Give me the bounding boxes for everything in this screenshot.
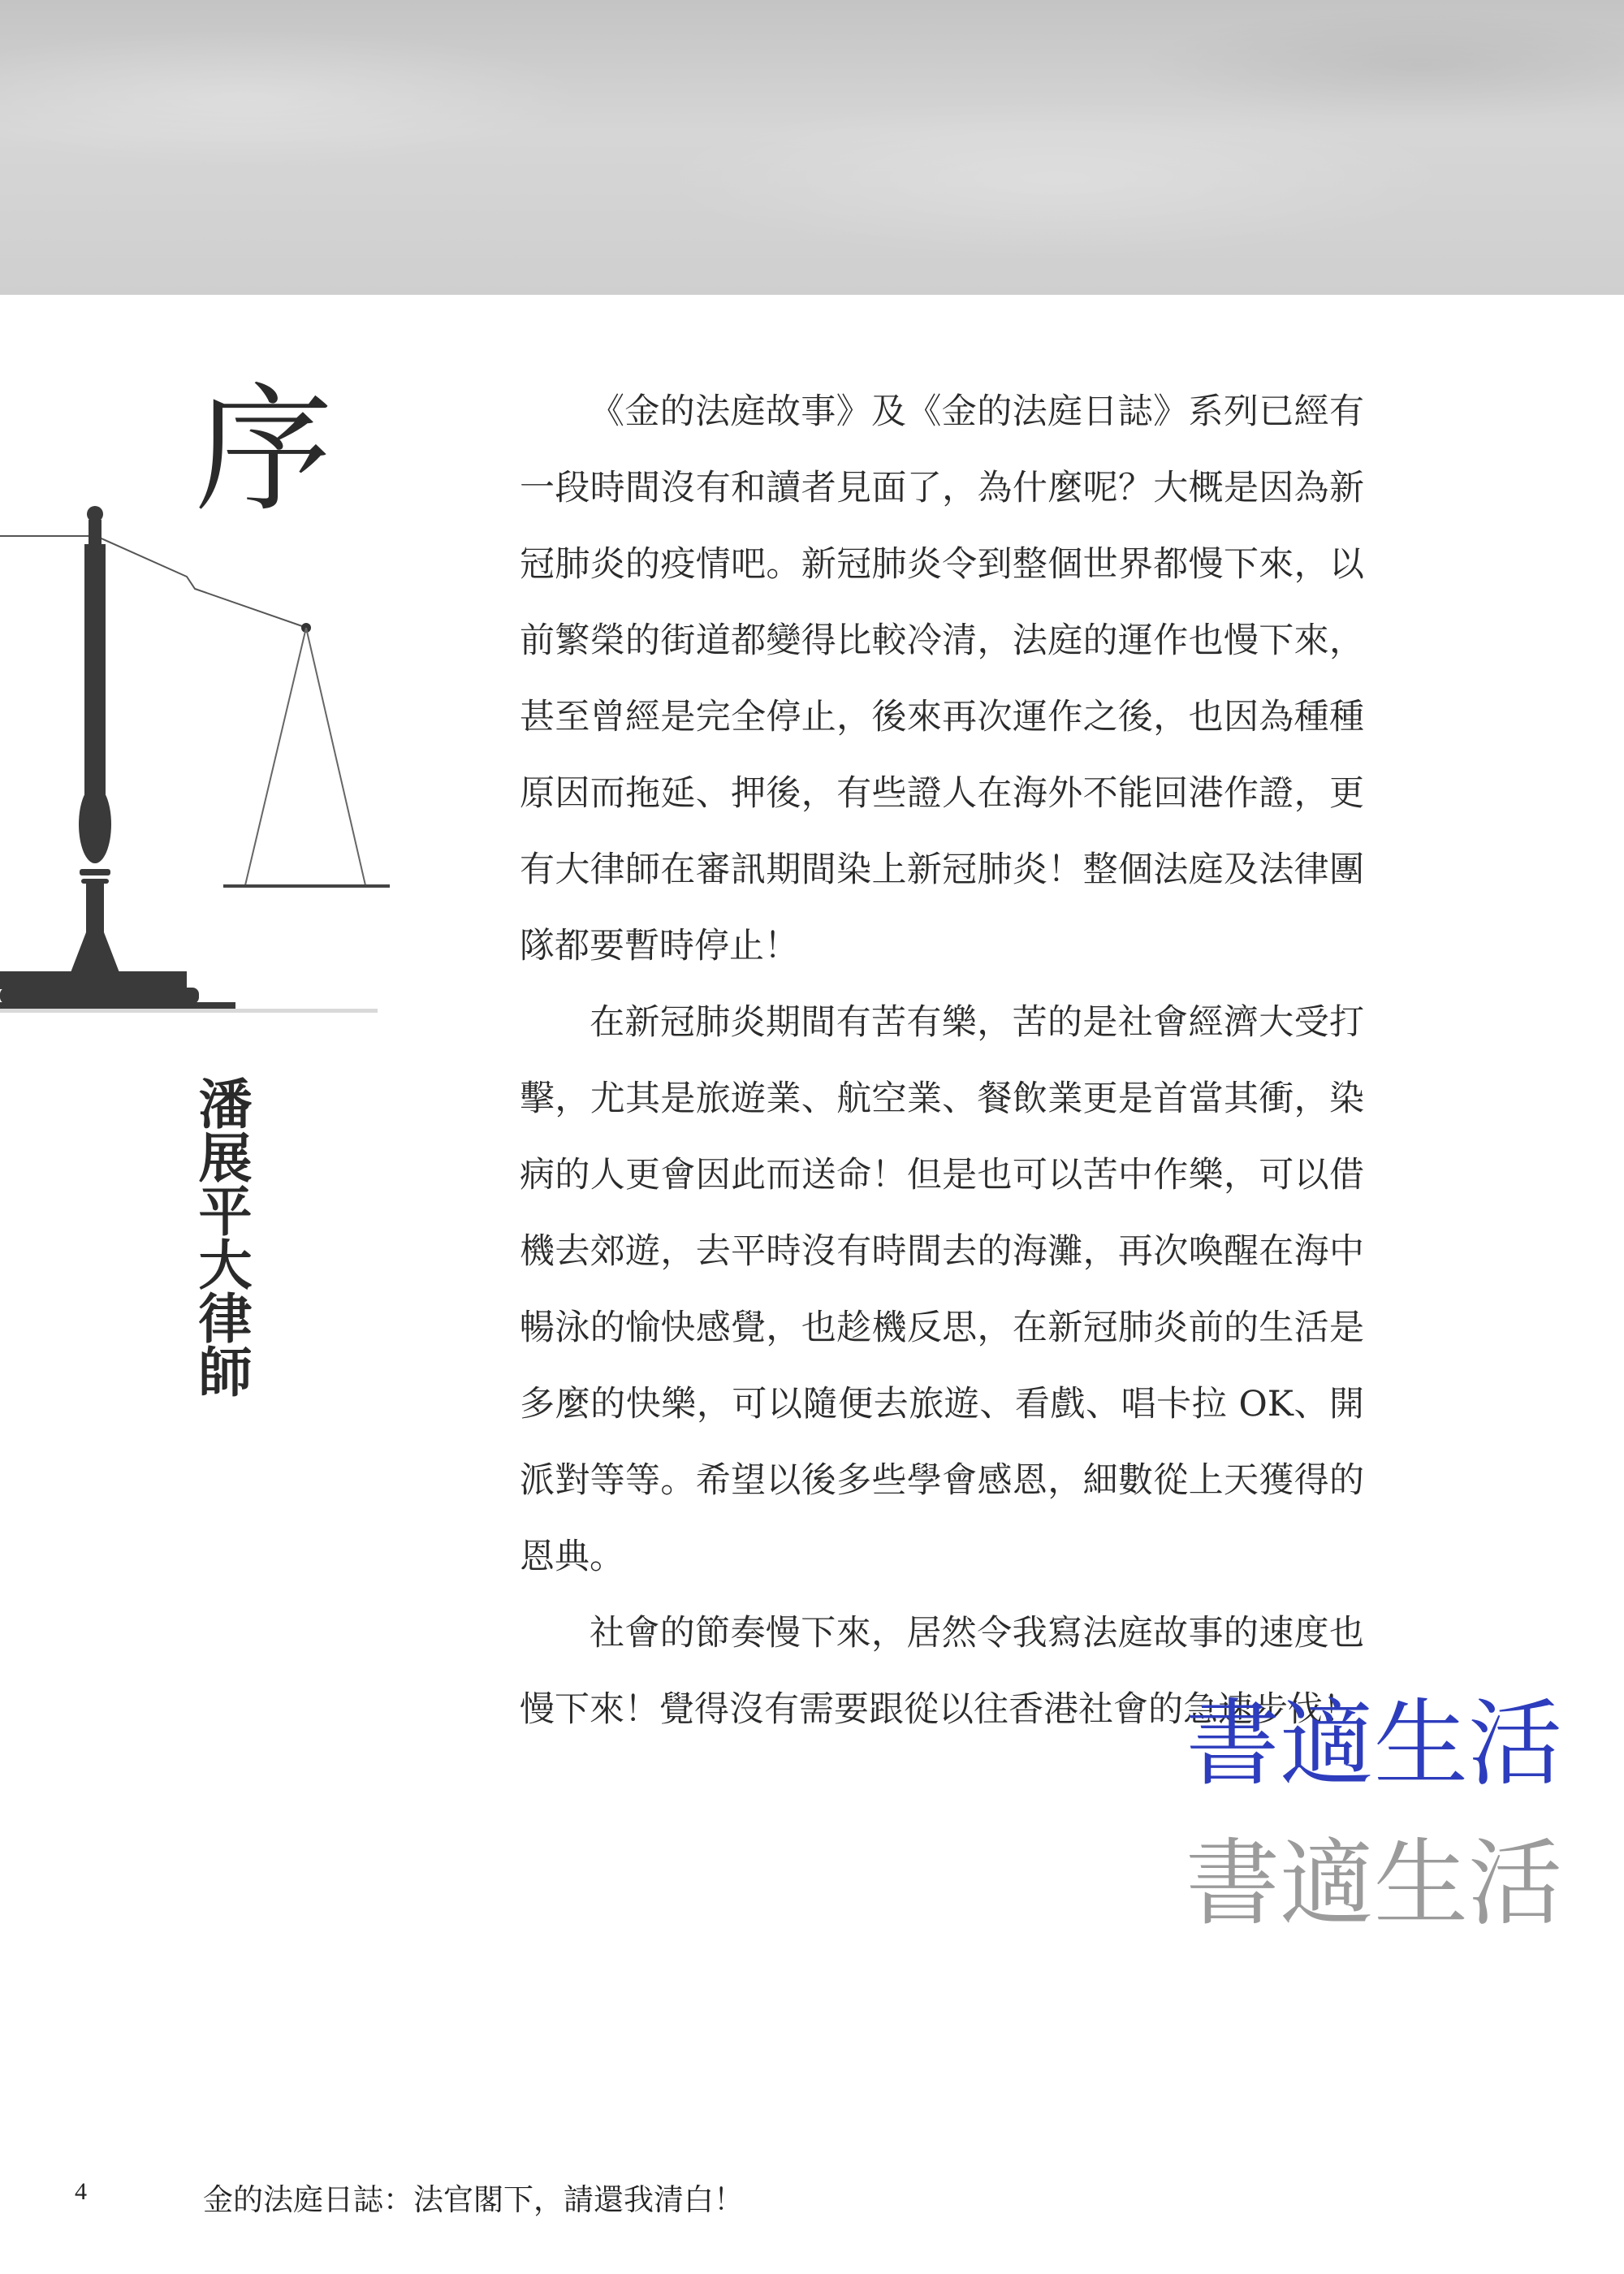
scales-of-justice-icon [0,487,406,1023]
preface-body [520,374,1364,1748]
watermark-primary: 書適生活 [1186,1689,1562,1799]
paragraph-3: 社會的節奏慢下來，居然令我寫法庭故事的速度也慢下來！覺得沒有需要跟從以往香港社會的急速步伐！ [520,1613,1364,1730]
section-title: 序 [195,370,334,531]
header-band [0,0,1624,295]
watermark-secondary: 書適生活 [1186,1829,1562,1939]
page-number: 4 [75,2178,87,2205]
header-texture [0,0,1624,295]
footer-book-title: 金的法庭日誌：法官閣下，請還我清白！ [203,2182,744,2217]
paragraph-1: 《金的法庭故事》及《金的法庭日誌》系列已經有一段時間沒有和讀者見面了，為什麼呢？大概是因為新冠肺炎的疫情吧。新冠肺炎令到整個世界都慢下來，以前繁榮的街道都變得比較冷清，法庭的運作也慢下來，甚至曾經是完全停止，後來再次運作之後，也因為種種原因而拖延、押後，有些證人在海外不能回港作證，更有大律師在審訊期間染上新冠肺炎！整個法庭及法律團隊都要暫時停止！ [520,391,1364,966]
author-name: 潘展平大律師 [189,1076,253,1398]
paragraph-2: 在新冠肺炎期間有苦有樂，苦的是社會經濟大受打擊，尤其是旅遊業、航空業、餐飲業更是首當其衝，染病的人更會因此而送命！但是也可以苦中作樂，可以借機去郊遊，去平時沒有時間去的海灘，再次喚醒在海中暢泳的愉快感覺，也趁機反思，在新冠肺炎前的生活是多麼的快樂，可以隨便去旅遊、看戲、唱卡拉 OK、開派對等等。希望以後多些學會感恩，細數從上天獲得的恩典。 [520,1002,1364,1577]
